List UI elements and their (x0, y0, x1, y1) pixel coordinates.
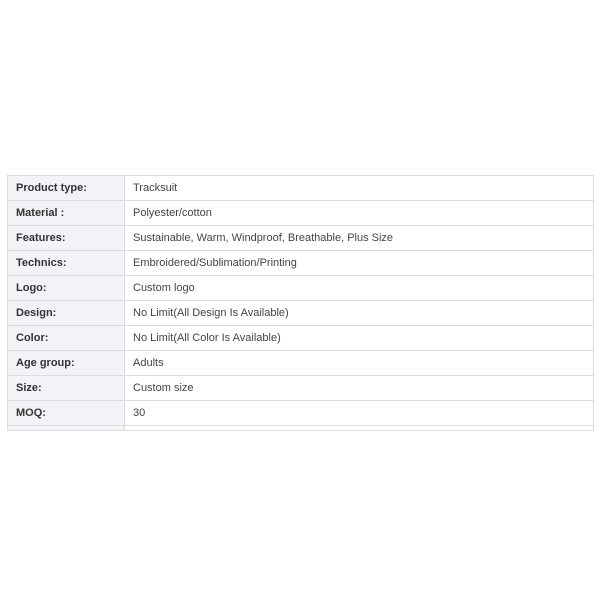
table-row (8, 376, 594, 401)
spec-label: MOQ: (8, 401, 125, 426)
spec-label: Product type: (8, 176, 125, 201)
table-row (8, 201, 594, 226)
spec-value: Sustainable, Warm, Windproof, Breathable, Plus Size (125, 226, 594, 251)
spec-value: Adults (125, 351, 594, 376)
spec-value: Tracksuit (125, 176, 594, 201)
spec-value: No Limit(All Design Is Available) (125, 301, 594, 326)
spec-value: Custom size (125, 376, 594, 401)
spec-value: Embroidered/Sublimation/Printing (125, 251, 594, 276)
spec-label-empty (8, 426, 125, 431)
spec-label: Color: (8, 326, 125, 351)
spec-value: Polyester/cotton (125, 201, 594, 226)
table-row (8, 276, 594, 301)
table-row (8, 301, 594, 326)
table-row (8, 226, 594, 251)
spec-value: 30 (125, 401, 594, 426)
spec-label: Technics: (8, 251, 125, 276)
spec-label: Material : (8, 201, 125, 226)
spec-label: Size: (8, 376, 125, 401)
table-row (8, 401, 594, 426)
table-row (8, 326, 594, 351)
spec-value-empty (125, 426, 594, 431)
table-row (8, 176, 594, 201)
table-row (8, 251, 594, 276)
product-spec-table (7, 175, 594, 431)
table-row-cut-off (8, 426, 594, 431)
table-row (8, 351, 594, 376)
spec-label: Features: (8, 226, 125, 251)
spec-label: Design: (8, 301, 125, 326)
spec-value: Custom logo (125, 276, 594, 301)
spec-value: No Limit(All Color Is Available) (125, 326, 594, 351)
spec-label: Age group: (8, 351, 125, 376)
spec-label: Logo: (8, 276, 125, 301)
